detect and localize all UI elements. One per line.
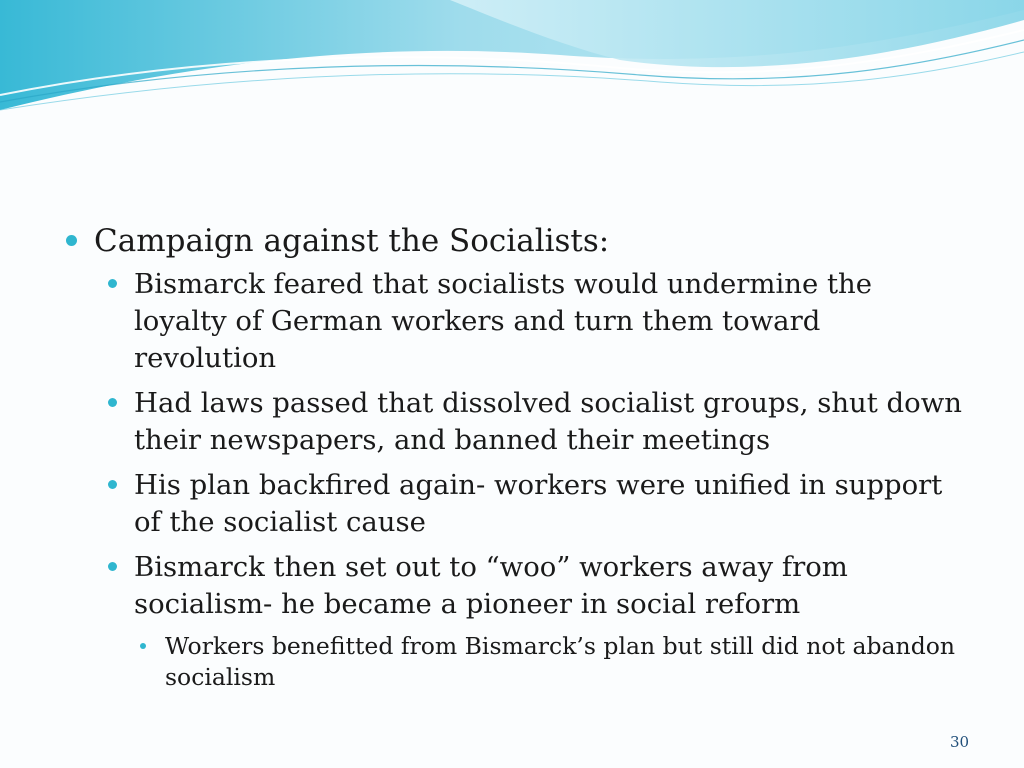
bullet-dot-icon — [66, 235, 77, 246]
point-text: Bismarck then set out to “woo” workers away from socialism- he became a pioneer in social reform — [134, 551, 848, 620]
bullet-level1 — [62, 222, 962, 260]
point-text: His plan backfired again- workers were unified in support of the socialist cause — [134, 469, 943, 538]
bullet-dot-icon — [108, 480, 117, 489]
slide-body — [62, 222, 962, 693]
bullet-level2 — [62, 266, 962, 377]
bullet-level2 — [62, 549, 962, 623]
subpoint-text: Workers benefitted from Bismarck’s plan but still did not abandon socialism — [165, 632, 956, 691]
page-number: 30 — [950, 733, 970, 751]
bullet-level2 — [62, 467, 962, 541]
bullet-dot-icon — [140, 643, 146, 649]
header-wave-decoration — [0, 0, 1024, 140]
bullet-dot-icon — [108, 562, 117, 571]
bullet-level2 — [62, 385, 962, 459]
point-text: Had laws passed that dissolved socialist groups, shut down their newspapers, and banned their meetings — [134, 387, 962, 456]
point-text: Bismarck feared that socialists would undermine the loyalty of German workers and turn them toward revolution — [134, 268, 873, 374]
bullet-dot-icon — [108, 279, 117, 288]
heading-text: Campaign against the Socialists: — [94, 223, 610, 259]
bullet-level3 — [62, 631, 962, 693]
bullet-dot-icon — [108, 398, 117, 407]
